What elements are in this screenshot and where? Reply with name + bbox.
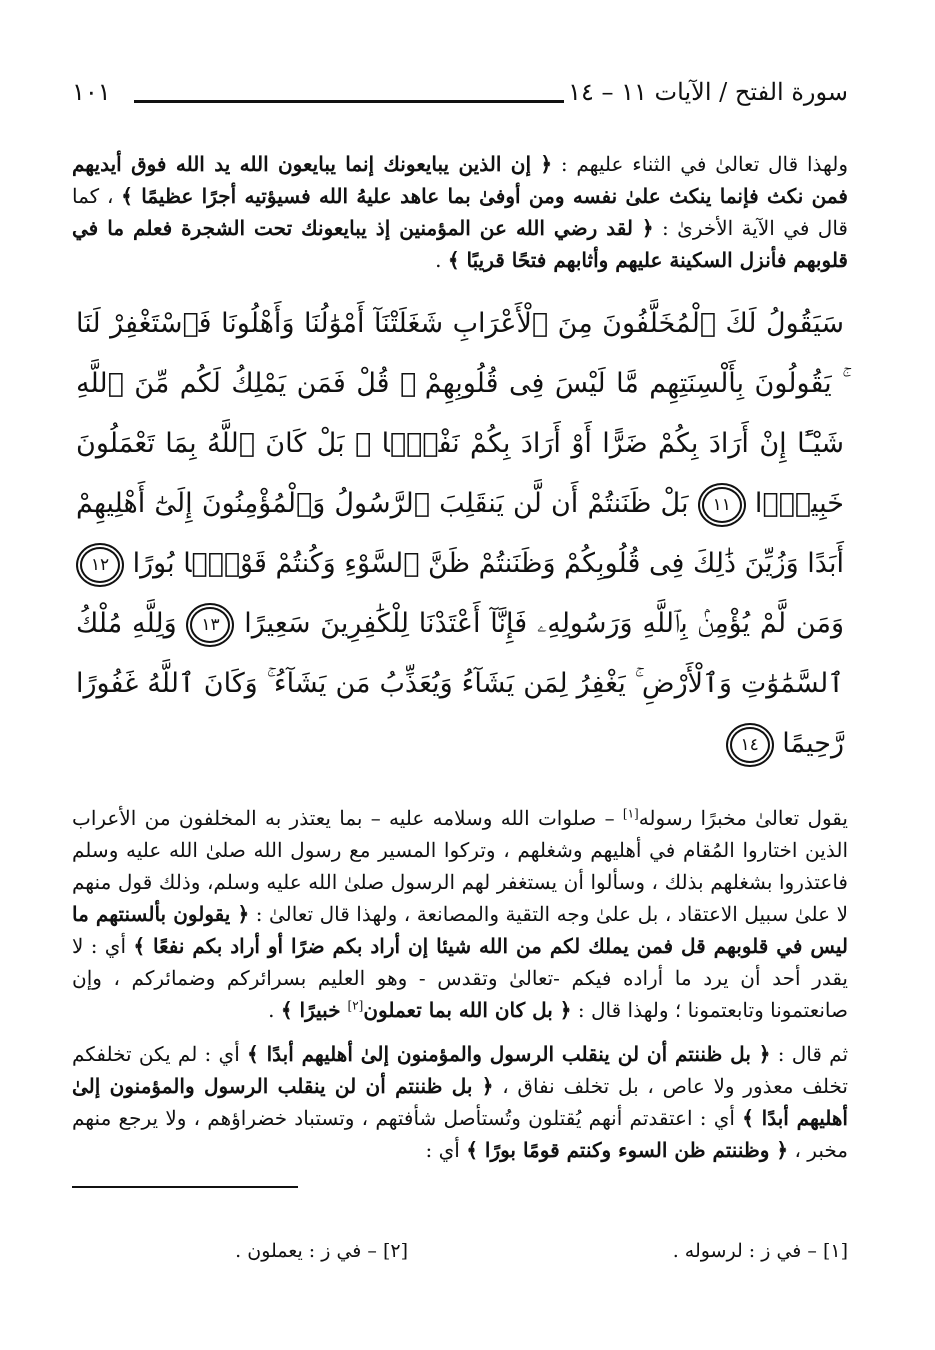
commentary-paragraph-2 bbox=[72, 1038, 848, 1166]
intro-text-2: ، كما قال في الآية الأخرىٰ : bbox=[72, 184, 848, 240]
quoted-verse: ﴿ وظننتم ظن السوء وكنتم قومًا بورًا ﴾ bbox=[466, 1138, 789, 1162]
ayah-number-marker: ١٣ bbox=[190, 607, 230, 643]
intro-text-1: ولهذا قال تعالىٰ في الثناء عليهم : bbox=[552, 152, 848, 176]
page-header bbox=[72, 78, 848, 118]
quoted-verse: ﴿ بل ظننتم أن لن ينقلب الرسول والمؤمنون إلىٰ أهليهم أبدًا ﴾ bbox=[247, 1042, 771, 1066]
intro-paragraph bbox=[72, 148, 848, 276]
footnote-2: [٢] – في ز : يعملون . bbox=[235, 1240, 408, 1262]
intro-quote-2: ﴿ لقد رضي الله عن المؤمنين إذ يبايعونك تحت الشجرة فعلم ما في قلوبهم فأنزل السكينة عليهم وأثابهم فتحًا قريبًا ﴾ bbox=[72, 216, 848, 272]
commentary-text: يقول تعالىٰ مخبرًا رسوله bbox=[638, 806, 848, 830]
quran-verses bbox=[72, 294, 848, 774]
footnote-ref-2: [٢] bbox=[347, 998, 364, 1013]
footnote-rule bbox=[72, 1186, 298, 1188]
quoted-verse: ﴿ بل كان الله بما تعملون bbox=[363, 998, 572, 1022]
header-rule bbox=[134, 100, 564, 103]
page-number: ١٠١ bbox=[72, 78, 111, 106]
verse-text: سَيَقُولُ لَكَ ٱلْمُخَلَّفُونَ مِنَ ٱلْأَعْرَابِ شَغَلَتْنَآ أَمْوَٰلُنَا وَأَهْلُونَا فَٱسْتَغْفِرْ لَنَا ۚ يَقُولُونَ بِأَلْسِنَتِهِم مَّا لَيْسَ فِى قُلُوبِهِمْ ۚ قُلْ فَمَن يَمْلِكُ لَكُم مِّنَ ٱللَّهِ شَيْـًٔا إِنْ أَرَادَ بِكُمْ ضَرًّا أَوْ أَرَادَ بِكُمْ نَفْعًۢا ۚ بَلْ كَانَ ٱللَّهُ بِمَا تَعْمَلُونَ خَبِيرًۢا bbox=[76, 308, 844, 519]
intro-quote-1: ﴿ إن الذين يبايعونك إنما يبايعون الله يد الله فوق أيديهم فمن نكث فإنما ينكث علىٰ نفسه ومن أوفىٰ بما عاهد عليهُ الله فسيؤتيه أجرًا عظيمًا ﴾ bbox=[72, 152, 848, 208]
commentary-text: أي : اعتقدتم أنهم يُقتلون وتُستأصل شأفتهم ، وتستباد خضراؤهم ، ولا يرجع منهم مخبر ، bbox=[72, 1106, 848, 1162]
verse-text: وَمَن لَّمْ يُؤْمِنۢ بِٱللَّهِ وَرَسُولِهِۦ فَإِنَّآ أَعْتَدْنَا لِلْكَٰفِرِينَ سَعِيرًا bbox=[244, 608, 844, 639]
footnote-ref-1: [١] bbox=[622, 806, 639, 821]
commentary-text: ثم قال : bbox=[770, 1042, 849, 1066]
commentary-end: . bbox=[268, 998, 281, 1022]
footnotes bbox=[72, 1240, 848, 1280]
verse-text: بَلْ ظَنَنتُمْ أَن لَّن يَنقَلِبَ ٱلرَّسُولُ وَٱلْمُؤْمِنُونَ إِلَىٰٓ أَهْلِيهِمْ أَبَدًا وَزُيِّنَ ذَٰلِكَ فِى قُلُوبِكُمْ وَظَنَنتُمْ ظَنَّ ٱلسَّوْءِ وَكُنتُمْ قَوْمًۢا بُورًا bbox=[76, 488, 844, 579]
ayah-number-marker: ١٢ bbox=[80, 547, 120, 583]
quoted-verse: خبيرًا ﴾ bbox=[280, 998, 348, 1022]
commentary-text: – صلوات الله وسلامه عليه – بما يعتذر به المخلفون من الأعراب الذين اختاروا المُقام في أهليهم وشغلهم ، وتركوا المسير مع رسول الله صلىٰ الله عليه وسلم فاعتذروا بشغلهم بذلك ، وسألوا أن يستغفر لهم الرسول صلىٰ الله عليه وسلم، وذلك قول منهم لا علىٰ سبيل الاعتقاد ، بل علىٰ وجه التقية والمصانعة ، ولهذا قال تعالىٰ : bbox=[72, 806, 848, 926]
ayah-number-marker: ١١ bbox=[702, 487, 742, 523]
commentary-paragraph-1 bbox=[72, 802, 848, 1026]
running-title: سورة الفتح / الآيات ١١ – ١٤ bbox=[568, 78, 848, 106]
intro-end: . bbox=[435, 248, 448, 272]
book-page bbox=[72, 78, 848, 1280]
verse-text: وَلِلَّهِ مُلْكُ ٱلسَّمَٰوَٰتِ وَٱلْأَرْضِ ۚ يَغْفِرُ لِمَن يَشَآءُ وَيُعَذِّبُ مَن يَشَآءُ ۚ وَكَانَ ٱللَّهُ غَفُورًا رَّحِيمًا bbox=[76, 608, 844, 759]
ayah-number-marker: ١٤ bbox=[730, 727, 770, 763]
quoted-verse: ﴿ بل ظننتم أن لن ينقلب الرسول والمؤمنون إلىٰ أهليهم أبدًا ﴾ bbox=[72, 1074, 848, 1130]
footnote-1: [١] – في ز : لرسوله . bbox=[672, 1240, 848, 1262]
commentary-text: أي : bbox=[425, 1138, 467, 1162]
commentary-text: أي : لم يكن تخلفكم تخلف معذور ولا عاص ، بل تخلف نفاق ، bbox=[72, 1042, 848, 1098]
commentary-text: أي : لا يقدر أحد أن يرد ما أراده فيكم -تعالىٰ وتقدس - وهو العليم بسرائركم وضمائركم ، وإن صانعتمونا وتابعتمونا ؛ ولهذا قال : bbox=[72, 934, 848, 1022]
quoted-verse: ﴿ يقولون بألسنتهم ما ليس في قلوبهم قل فمن يملك لكم من الله شيئا إن أراد بكم ضرًا أو أراد بكم نفعًا ﴾ bbox=[72, 902, 849, 958]
